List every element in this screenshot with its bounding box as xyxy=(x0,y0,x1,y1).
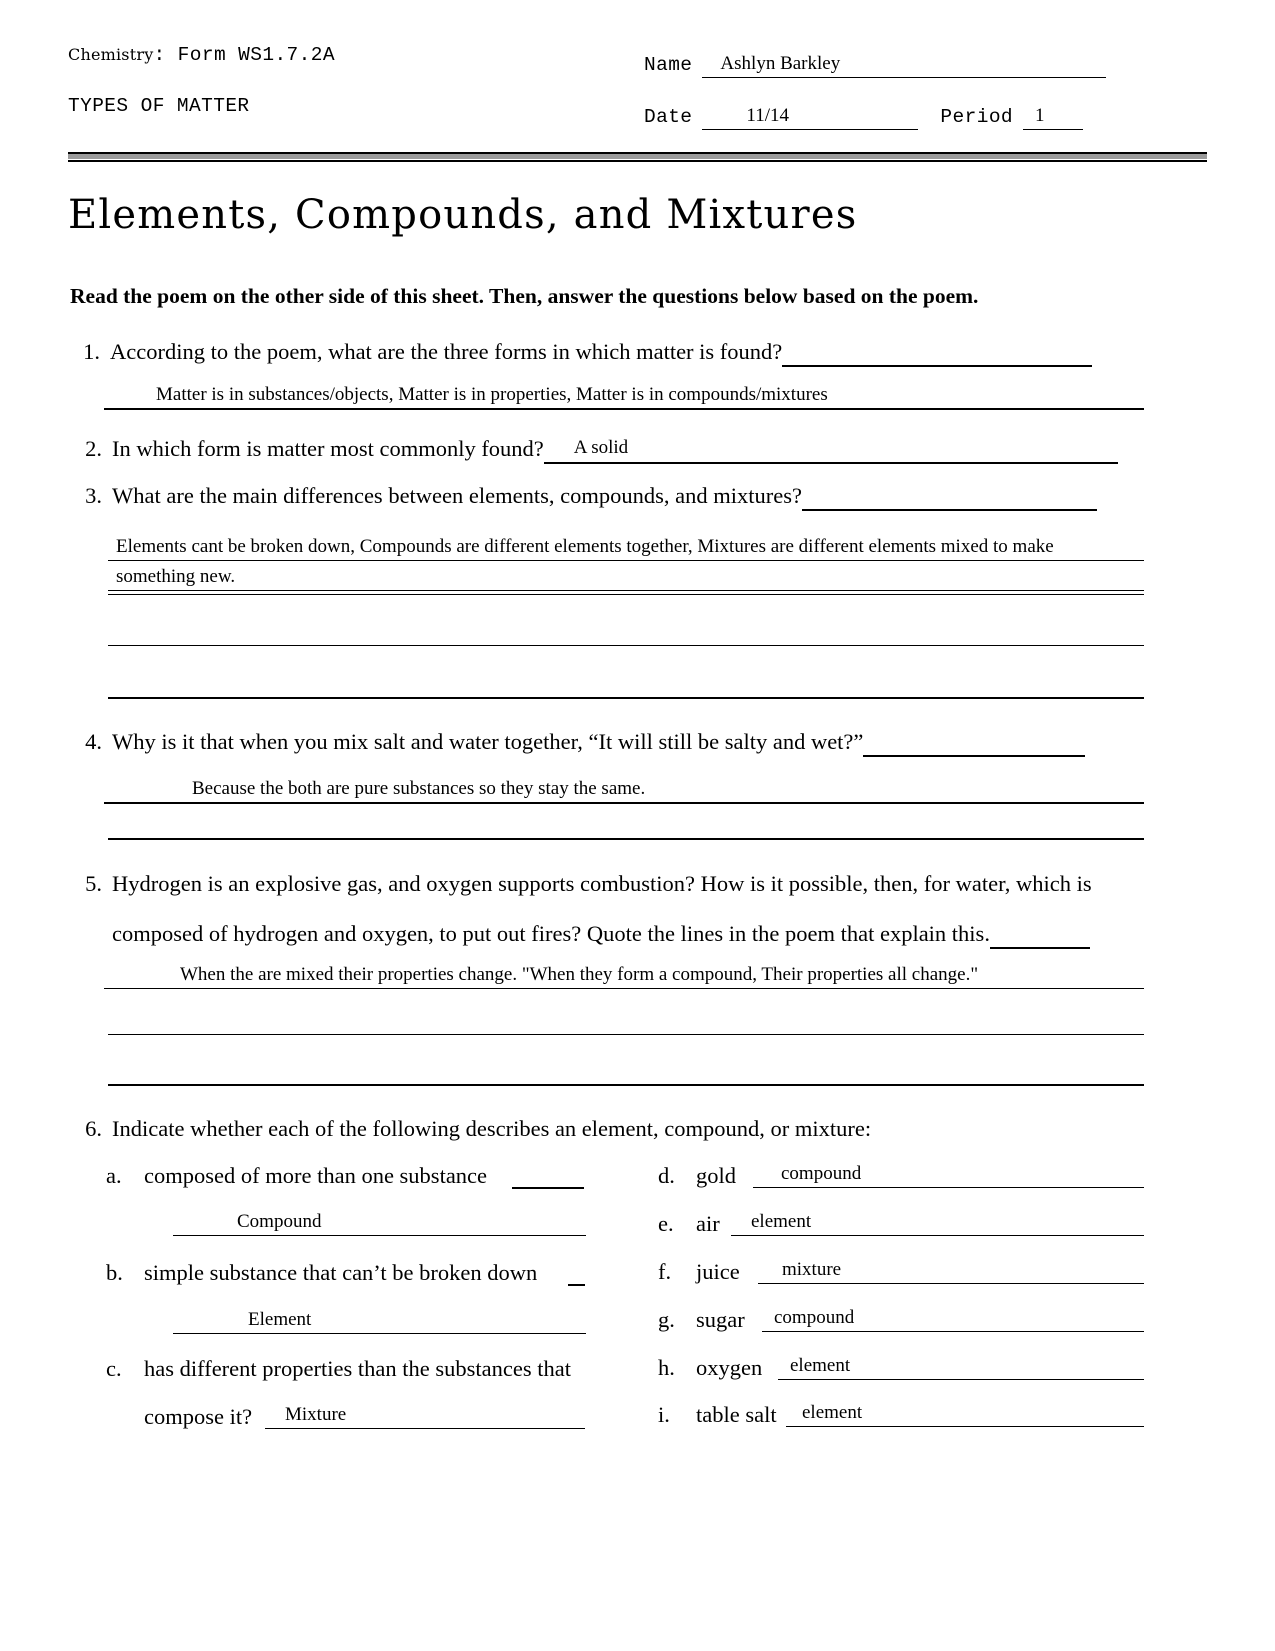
worksheet-header xyxy=(68,44,1207,144)
q6-item-g-answer-line[interactable] xyxy=(762,1307,1144,1332)
period-value: 1 xyxy=(1035,105,1045,126)
question-3-answer-line-2[interactable] xyxy=(108,564,1144,591)
q6-item-c-answer-line[interactable] xyxy=(265,1404,585,1429)
q6-item-h-text: oxygen xyxy=(696,1355,763,1380)
question-1-text: According to the poem, what are the three forms in which matter is found? xyxy=(110,339,783,364)
question-5-continued xyxy=(72,920,1152,949)
q6-item-a-letter: a. xyxy=(106,1163,122,1188)
date-value: 11/14 xyxy=(746,105,789,126)
question-4-answer: Because the both are pure substances so they stay the same. xyxy=(192,778,646,799)
q6-item-e-answer-line[interactable] xyxy=(731,1211,1144,1236)
q6-item-i-answer-line[interactable] xyxy=(786,1402,1144,1427)
q6-item-c-letter: c. xyxy=(106,1356,122,1381)
question-5 xyxy=(72,870,1152,899)
question-5-answer: When the are mixed their properties change. "When they form a compound, Their properties all change." xyxy=(180,964,979,985)
question-6-text: Indicate whether each of the following describes an element, compound, or mixture: xyxy=(112,1116,872,1141)
question-3-blank-line-4[interactable] xyxy=(108,645,1144,646)
q6-item-b-letter: b. xyxy=(106,1260,123,1285)
question-2-answer: A solid xyxy=(573,437,629,459)
question-1-answer: Matter is in substances/objects, Matter is in properties, Matter is in compounds/mixtures xyxy=(156,384,828,405)
divider-bottom-line xyxy=(68,160,1207,162)
question-4-text: Why is it that when you mix salt and water together, “It will still be salty and wet?” xyxy=(112,729,864,754)
q6-item-i-text: table salt xyxy=(696,1402,777,1427)
course-name-label: Chemistry xyxy=(68,45,154,64)
question-5-number: 5. xyxy=(85,871,102,896)
q6-item-e-answer: element xyxy=(751,1211,812,1232)
question-3-blank-line-3[interactable] xyxy=(108,594,1144,595)
question-6-number: 6. xyxy=(85,1116,102,1141)
question-1 xyxy=(70,338,1145,367)
divider-grey-band xyxy=(68,154,1207,159)
q6-item-a-answer: Compound xyxy=(237,1211,322,1232)
question-3-answer-line-1[interactable] xyxy=(108,534,1144,561)
date-input[interactable] xyxy=(702,102,918,130)
q6-item-i-letter: i. xyxy=(658,1402,670,1427)
name-input[interactable] xyxy=(702,50,1106,78)
question-1-number: 1. xyxy=(83,339,100,364)
q6-item-d-letter: d. xyxy=(658,1163,675,1188)
q6-item-g-text: sugar xyxy=(696,1307,745,1332)
question-3-answer-2: something new. xyxy=(116,566,236,587)
question-4-answer-line[interactable] xyxy=(104,776,1144,804)
q6-item-a-text: composed of more than one substance xyxy=(144,1163,488,1188)
period-label: Period xyxy=(940,106,1014,128)
q6-item-c-text-line-1: has different properties than the substances that xyxy=(144,1356,571,1381)
question-5-text-line-1: Hydrogen is an explosive gas, and oxygen supports combustion? How is it possible, then, for water, which is xyxy=(112,871,1092,896)
date-period-field-row xyxy=(644,96,1207,130)
q6-item-f-answer-line[interactable] xyxy=(758,1259,1144,1284)
q6-item-b-text: simple substance that can’t be broken down xyxy=(144,1260,538,1285)
q6-item-d-answer: compound xyxy=(781,1163,862,1184)
name-value: Ashlyn Barkley xyxy=(720,53,841,74)
form-code-label: : Form WS1.7.2A xyxy=(153,44,335,66)
header-divider xyxy=(68,152,1207,164)
q6-item-f-text: juice xyxy=(696,1259,740,1284)
question-2-answer-blank[interactable] xyxy=(544,437,1118,464)
question-5-blank-line-3[interactable] xyxy=(108,1084,1144,1086)
question-2 xyxy=(72,435,1147,464)
question-3-blank-line-5[interactable] xyxy=(108,697,1144,699)
q6-item-i-answer: element xyxy=(802,1402,863,1423)
question-4-number: 4. xyxy=(85,729,102,754)
name-field-row xyxy=(644,44,1207,78)
question-5-blank-line-2[interactable] xyxy=(108,1034,1144,1035)
page-title: Elements, Compounds, and Mixtures xyxy=(68,192,858,238)
question-1-inline-blank[interactable] xyxy=(782,343,1092,367)
q6-item-c-text-line-2: compose it? xyxy=(144,1404,253,1429)
question-2-text: In which form is matter most commonly found? xyxy=(112,436,544,461)
course-form-line xyxy=(68,44,335,66)
question-3-text: What are the main differences between elements, compounds, and mixtures? xyxy=(112,483,802,508)
instruction-text: Read the poem on the other side of this sheet. Then, answer the questions below based on the poem. xyxy=(70,284,979,308)
q6-item-a-short-blank[interactable] xyxy=(512,1163,584,1189)
question-4 xyxy=(72,728,1147,757)
question-3-answer-1: Elements cant be broken down, Compounds are different elements together, Mixtures are different elements mixed to make xyxy=(116,536,1054,557)
question-1-answer-line[interactable] xyxy=(104,382,1144,410)
question-3-inline-blank[interactable] xyxy=(802,487,1097,511)
q6-item-h-letter: h. xyxy=(658,1355,675,1380)
q6-item-b-answer: Element xyxy=(248,1309,312,1330)
question-5-answer-line[interactable] xyxy=(104,962,1144,989)
q6-item-g-letter: g. xyxy=(658,1307,675,1332)
q6-item-c-answer: Mixture xyxy=(285,1404,347,1425)
name-label: Name xyxy=(644,54,693,76)
q6-item-b-answer-line[interactable] xyxy=(173,1309,586,1334)
q6-item-g-answer: compound xyxy=(774,1307,855,1328)
period-input[interactable] xyxy=(1023,102,1083,130)
question-4-inline-blank[interactable] xyxy=(863,733,1085,757)
q6-item-h-answer: element xyxy=(790,1355,851,1376)
q6-item-h-answer-line[interactable] xyxy=(778,1355,1144,1380)
q6-item-e-text: air xyxy=(696,1211,720,1236)
q6-item-d-text: gold xyxy=(696,1163,737,1188)
question-2-number: 2. xyxy=(85,436,102,461)
q6-item-f-letter: f. xyxy=(658,1259,672,1284)
q6-item-d-answer-line[interactable] xyxy=(753,1163,1144,1188)
question-4-blank-line-2[interactable] xyxy=(108,838,1144,840)
q6-item-e-letter: e. xyxy=(658,1211,674,1236)
question-3 xyxy=(72,482,1147,511)
question-6 xyxy=(72,1115,1152,1144)
worksheet-subtitle: TYPES OF MATTER xyxy=(68,95,250,117)
question-5-inline-blank[interactable] xyxy=(990,925,1090,949)
question-5-text-line-2: composed of hydrogen and oxygen, to put out fires? Quote the lines in the poem that explain this. xyxy=(112,921,990,946)
q6-item-b-short-blank[interactable] xyxy=(568,1260,585,1286)
q6-item-a-answer-line[interactable] xyxy=(173,1211,586,1236)
question-3-number: 3. xyxy=(85,483,102,508)
q6-item-f-answer: mixture xyxy=(782,1259,842,1280)
date-label: Date xyxy=(644,106,693,128)
header-right-block xyxy=(644,44,1207,130)
